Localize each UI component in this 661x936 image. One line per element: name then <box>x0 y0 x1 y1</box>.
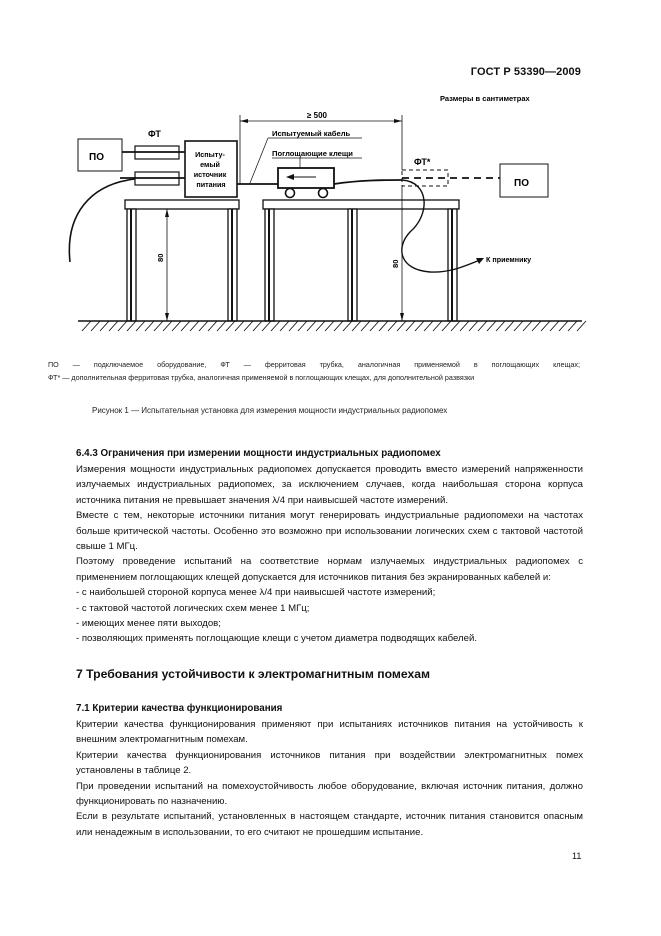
ground-hatch-line <box>325 321 334 331</box>
ground-hatch-line <box>127 321 136 331</box>
power-source-label: Испыту- емый источник питания <box>193 150 227 189</box>
ground-hatch-line <box>541 321 550 331</box>
legend-line-2: ФТ* — дополнительная ферритовая трубка, аналогичная применяемой в поглощающих клещах, для дополнительной развязки <box>48 373 475 382</box>
ground-hatch-line <box>343 321 352 331</box>
ground-hatch-line <box>577 321 586 331</box>
paragraph: Если в результате испытаний, установленных в настоящем стандарте, источник питания становится опасным или ненадежным в использовании, то его считают не прошедшим испытание. <box>76 811 583 838</box>
table-left-top <box>125 200 239 209</box>
dim-top-label: ≥ 500 <box>307 111 327 120</box>
dim-arrow-left <box>240 119 248 123</box>
dim-arrow-right <box>394 119 402 123</box>
list-item: - имеющих менее пяти выходов; <box>76 618 221 630</box>
ground-hatch-line <box>406 321 415 331</box>
units-note: Размеры в сантиметрах <box>440 94 530 103</box>
ground-hatch-line <box>559 321 568 331</box>
ground-hatch-line <box>370 321 379 331</box>
ground-hatch-line <box>316 321 325 331</box>
ground-hatch-line <box>415 321 424 331</box>
paragraph: При проведении испытаний на помехоустойчивость любое оборудование, включая источник питания, должно функционировать по назначению. <box>76 780 583 808</box>
ground-hatch-line <box>145 321 154 331</box>
clamp-wheel-left <box>286 189 295 198</box>
dim-height-left-label: 80 <box>156 253 165 262</box>
legend-line-1: ПО — подключаемое оборудование, ФТ — ферритовая трубка, аналогичная применяемой в поглощающих клещах; <box>48 360 580 369</box>
dim-height-left-arrow-bottom <box>165 313 169 321</box>
heading-6-4-3: 6.4.3 Ограничения при измерении мощности индустриальных радиопомех <box>76 448 441 459</box>
ground-hatch-line <box>82 321 91 331</box>
ground-hatch-line <box>244 321 253 331</box>
ground-hatch-line <box>154 321 163 331</box>
ground-hatch-line <box>262 321 271 331</box>
paragraph: Вместе с тем, некоторые источники питания могут генерировать индустриальные радиопомехи на частотах больше критической частоты. Особенно это возможно при использовании логических схем с тактовой частотой свыше 1 МГц. <box>76 510 583 553</box>
figure-legend <box>48 358 580 384</box>
table-right-top <box>263 200 459 209</box>
dim-height-right-arrow-bottom <box>400 313 404 321</box>
ground-hatch-line <box>442 321 451 331</box>
cable-label: Испытуемый кабель <box>272 129 351 138</box>
ground-hatch-line <box>118 321 127 331</box>
list-item: - с наибольшей стороной корпуса менее λ/4 при наивысшей частоте измерений; <box>76 587 436 599</box>
ground-hatch-line <box>379 321 388 331</box>
paragraph: Критерии качества функционирования источников питания при воздействии электромагнитных помех установлены в таблице 2. <box>76 749 583 777</box>
ground-hatch-line <box>397 321 406 331</box>
ground-hatch-line <box>271 321 280 331</box>
mains-cable <box>69 179 135 262</box>
heading-7-1: 7.1 Критерии качества функционирования <box>76 703 283 714</box>
page-number: 11 <box>572 851 582 861</box>
ground-hatch-line <box>253 321 262 331</box>
ground-hatch-line <box>460 321 469 331</box>
ground-hatch-line <box>334 321 343 331</box>
ft-label: ФТ <box>148 129 161 139</box>
ground-hatch-line <box>280 321 289 331</box>
po-left-label: ПО <box>89 152 104 163</box>
receiver-label: К приемнику <box>486 255 532 264</box>
ground-hatch-line <box>532 321 541 331</box>
ground-hatch-line <box>100 321 109 331</box>
ground-hatch-line <box>514 321 523 331</box>
section-6-4-3-body <box>76 462 583 647</box>
ground-hatch-line <box>469 321 478 331</box>
ground-hatch-line <box>172 321 181 331</box>
ground-hatch-line <box>550 321 559 331</box>
ground-hatch-line <box>424 321 433 331</box>
ground-hatch-line <box>163 321 172 331</box>
section-7-1-body <box>76 717 583 840</box>
ground-hatch-line <box>199 321 208 331</box>
test-setup-figure <box>0 0 661 345</box>
dim-height-left-arrow-top <box>165 209 169 217</box>
cable-to-receiver <box>402 180 480 272</box>
paragraph: Измерения мощности индустриальных радиопомех допускается проводить вместо измерений напряженности излучаемых индустриальных радиопомех, за исключением случаев, когда наибольшая сторона корпуса источника питания не превышает значения λ/4 при наивысшей частоте измерений. <box>76 464 583 506</box>
ground-hatch-line <box>190 321 199 331</box>
ground-hatch-line <box>352 321 361 331</box>
ground-hatch-line <box>109 321 118 331</box>
ground-hatch-line <box>496 321 505 331</box>
document-id: ГОСТ Р 53390—2009 <box>470 66 581 78</box>
list-item: - с тактовой частотой логических схем менее 1 МГц; <box>76 602 310 614</box>
ground-hatch-line <box>181 321 190 331</box>
heading-7: 7 Требования устойчивости к электромагнитным помехам <box>76 667 431 681</box>
ground-hatch-line <box>505 321 514 331</box>
dim-height-right-label: 80 <box>391 259 400 268</box>
ground-hatch-line <box>91 321 100 331</box>
figure-caption: Рисунок 1 — Испытательная установка для измерения мощности индустриальных радиопомех <box>92 406 448 415</box>
ground-hatch-line <box>307 321 316 331</box>
paragraph: Поэтому проведение испытаний на соответствие нормам излучаемых индустриальных радиопомех с применением поглощающих клещей допускается для источников питания без экранированных кабелей и: <box>76 556 583 583</box>
ground-hatch-line <box>217 321 226 331</box>
ground-hatch-line <box>523 321 532 331</box>
ground-hatch-line <box>298 321 307 331</box>
ground-hatching <box>82 321 586 331</box>
ground-hatch-line <box>226 321 235 331</box>
ground-hatch-line <box>478 321 487 331</box>
ground-hatch-line <box>361 321 370 331</box>
po-right-label: ПО <box>514 178 529 189</box>
paragraph: Критерии качества функционирования применяют при испытаниях источников питания на устойчивость к внешним электромагнитным помехам. <box>76 719 583 746</box>
ground-hatch-line <box>568 321 577 331</box>
ground-hatch-line <box>208 321 217 331</box>
clamp-wheel-right <box>319 189 328 198</box>
ground-hatch-line <box>433 321 442 331</box>
ground-hatch-line <box>235 321 244 331</box>
ft-star-label: ФТ* <box>414 157 431 167</box>
absorbing-clamp <box>278 168 334 188</box>
cable-after-clamp <box>334 180 402 184</box>
ground-hatch-line <box>487 321 496 331</box>
clamp-label: Поглощающие клещи <box>272 149 353 158</box>
ground-hatch-line <box>388 321 397 331</box>
ground-hatch-line <box>451 321 460 331</box>
list-item: - позволяющих применять поглощающие клещи с учетом диаметра подводящих кабелей. <box>76 633 478 645</box>
cable-leader <box>250 138 268 183</box>
ground-hatch-line <box>136 321 145 331</box>
ground-hatch-line <box>289 321 298 331</box>
